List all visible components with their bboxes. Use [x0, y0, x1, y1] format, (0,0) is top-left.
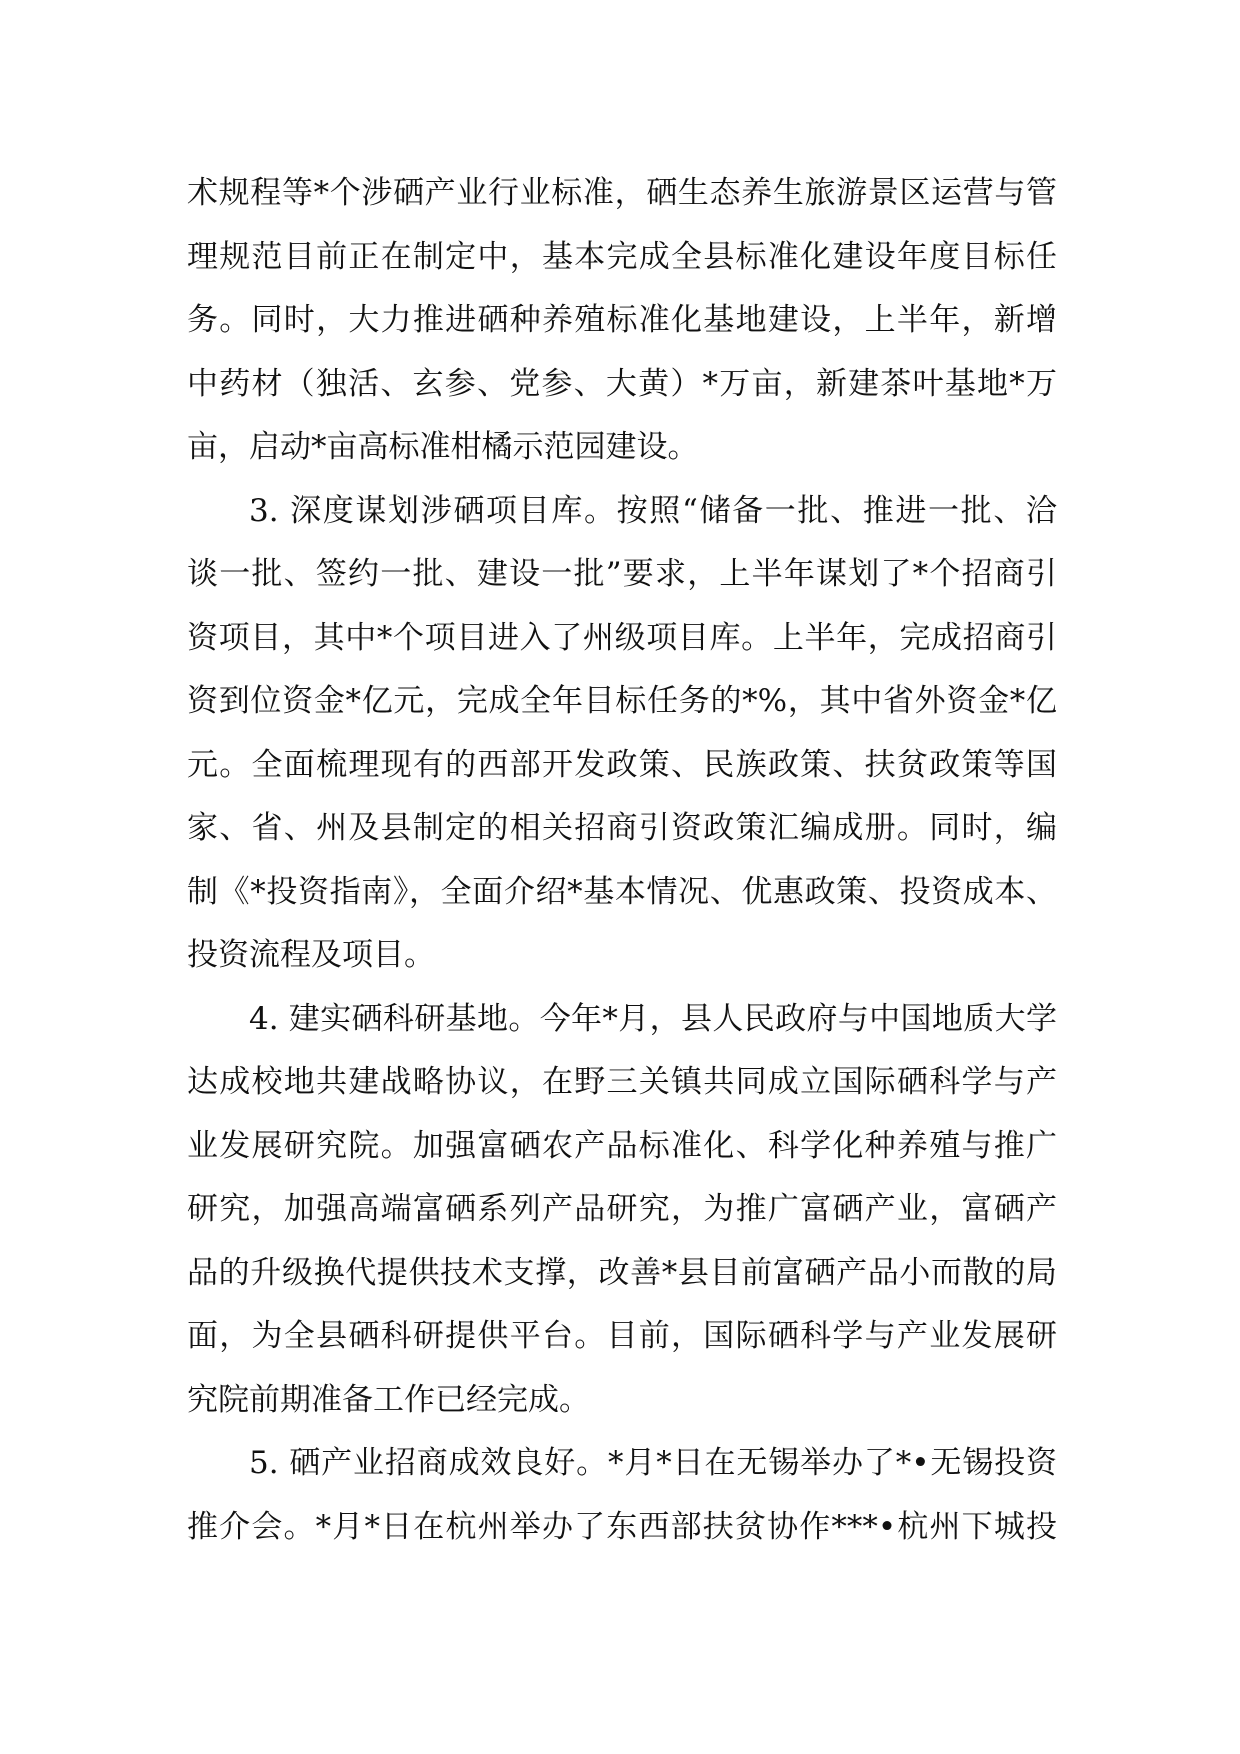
text-line: 资到位资金*亿元，完成全年目标任务的*%，其中省外资金*亿	[187, 683, 1057, 719]
text-line: 面，为全县硒科研提供平台。目前，国际硒科学与产业发展研	[187, 1318, 1057, 1354]
text-line: 资项目，其中*个项目进入了州级项目库。上半年，完成招商引	[187, 619, 1057, 656]
text-line: 家、省、州及县制定的相关招商引资政策汇编成册。同时，编	[187, 810, 1057, 846]
paragraph-4	[187, 988, 1057, 1433]
text-line: 元。全面梳理现有的西部开发政策、民族政策、扶贫政策等国	[187, 746, 1057, 783]
text-line: 品的升级换代提供技术支撑，改善*县目前富硒产品小而散的局	[187, 1254, 1057, 1291]
text-line: 术规程等*个涉硒产业行业标准，硒生态养生旅游景区运营与管	[187, 175, 1057, 211]
text-line: 业发展研究院。加强富硒农产品标准化、科学化种养殖与推广	[187, 1127, 1057, 1164]
text-line: 制《*投资指南》，全面介绍*基本情况、优惠政策、投资成本、	[187, 873, 1057, 910]
text-line: 推介会。*月*日在杭州举办了东西部扶贫协作***•杭州下城投	[187, 1508, 1057, 1545]
paragraph-5	[187, 1432, 1057, 1559]
document-body	[187, 162, 1057, 1559]
text-line: 达成校地共建战略协议，在野三关镇共同成立国际硒科学与产	[187, 1064, 1057, 1100]
text-line: 亩，启动*亩高标准柑橘示范园建设。	[187, 429, 699, 465]
text-line: 研究，加强高端富硒系列产品研究，为推广富硒产业，富硒产	[187, 1191, 1057, 1227]
paragraph-3	[187, 480, 1057, 988]
paragraph-heading-line: 4. 建实硒科研基地。今年*月，县人民政府与中国地质大学	[249, 1000, 1057, 1037]
text-line: 务。同时，大力推进硒种养殖标准化基地建设，上半年，新增	[187, 302, 1057, 338]
text-line: 投资流程及项目。	[187, 937, 435, 973]
paragraph-heading-line: 5. 硒产业招商成效良好。*月*日在无锡举办了*•无锡投资	[249, 1445, 1057, 1481]
paragraph-continued	[187, 162, 1057, 480]
text-line: 谈一批、签约一批、建设一批”要求，上半年谋划了*个招商引	[187, 556, 1057, 592]
text-line: 理规范目前正在制定中，基本完成全县标准化建设年度目标任	[187, 238, 1057, 275]
text-line: 中药材（独活、玄参、党参、大黄）*万亩，新建茶叶基地*万	[187, 365, 1057, 402]
paragraph-heading-line: 3. 深度谋划涉硒项目库。按照“储备一批、推进一批、洽	[249, 492, 1057, 529]
text-line: 究院前期准备工作已经完成。	[187, 1381, 590, 1418]
